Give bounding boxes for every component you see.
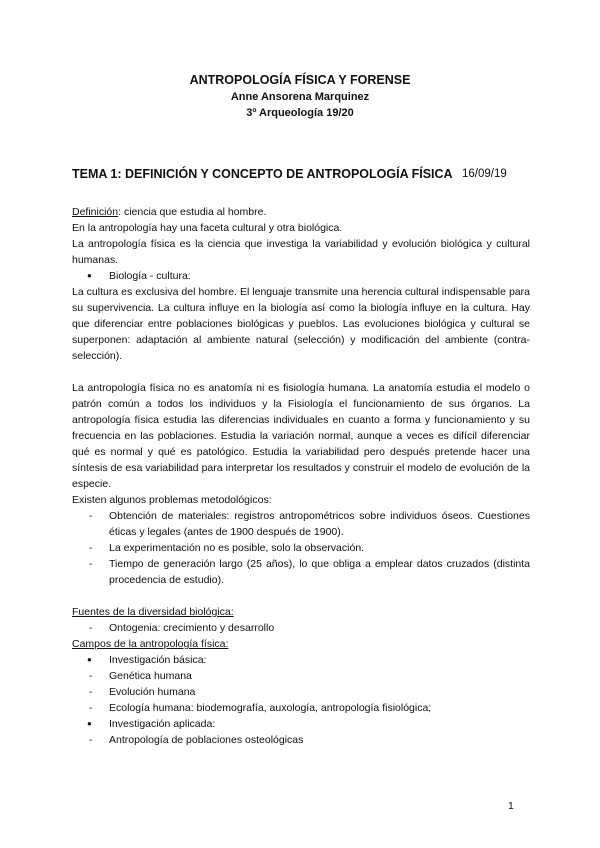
bullet-list xyxy=(72,716,530,732)
paragraph: En la antropología hay una faceta cultural y otra biológica. xyxy=(72,222,343,234)
definition-line xyxy=(72,204,530,220)
spacer xyxy=(72,364,530,380)
dash-list xyxy=(72,620,530,636)
section-date: 16/09/19 xyxy=(462,168,507,180)
section-title: TEMA 1: DEFINICIÓN Y CONCEPTO DE ANTROPOLOGÍA FÍSICA xyxy=(72,167,453,181)
dash-list xyxy=(72,508,530,588)
list-item: - Tiempo de generación largo (25 años), lo que obliga a emplear datos cruzados (distinta procedencia de estudio). xyxy=(72,556,530,588)
author-name: Anne Ansorena Marquinez xyxy=(230,91,370,103)
list-item: ● Investigación aplicada: xyxy=(72,716,530,732)
list-item: ● Investigación básica: xyxy=(72,652,530,668)
dash-list xyxy=(72,668,530,716)
list-item: - Ecología humana: biodemografía, auxología, antropología fisiológica; xyxy=(72,700,530,716)
list-item: - La experimentación no es posible, solo la observación. xyxy=(72,540,530,556)
list-item: ● Biología - cultura: xyxy=(72,268,530,284)
list-item: - Evolución humana xyxy=(72,684,530,700)
bullet-list xyxy=(72,652,530,668)
page-number: 1 xyxy=(508,800,514,812)
list-item: - Ontogenia: crecimiento y desarrollo xyxy=(72,620,530,636)
subheading: Fuentes de la diversidad biológica: xyxy=(72,606,234,618)
list-item: - Antropología de poblaciones osteológicas xyxy=(72,732,530,748)
title-block xyxy=(0,72,600,121)
spacer xyxy=(72,588,530,604)
paragraph: La antropología física es la ciencia que investiga la variabilidad y evolución biológica y cultural humanas. xyxy=(72,238,530,266)
document-body xyxy=(72,204,530,748)
subheading: Campos de la antropología física: xyxy=(72,638,229,650)
bullet-list xyxy=(72,268,530,284)
list-item: - Obtención de materiales: registros antropométricos sobre individuos óseos. Cuestiones éticas y legales (antes de 1900 después de 1900). xyxy=(72,508,530,540)
list-item: - Genética humana xyxy=(72,668,530,684)
definition-text: : ciencia que estudia al hombre. xyxy=(118,206,267,218)
definition-label: Definición xyxy=(72,206,119,218)
paragraph: La cultura es exclusiva del hombre. El lenguaje transmite una herencia cultural indispensable para su supervivencia. La cultura influye en la biología así como la biología influye en la cultura. Hay que diferenciar entre poblaciones biológicas y pueblos. Las evoluciones biológica y cultural se superponen: adaptación al ambiente natural (selección) y modificación del ambiente (contra-selección). xyxy=(72,286,530,362)
dash-list xyxy=(72,732,530,748)
paragraph: La antropología física no es anatomía ni es fisiología humana. La anatomía estudia el modelo o patrón común a todos los individuos y la Fisiología el funcionamiento de sus órganos. La antropología física estudia las diferencias individuales en cuanto a forma y funcionamiento y su frecuencia en las poblaciones. Estudia la variación normal, aunque a veces es difícil diferenciar qué es normal y qué es patológico. Estudia la variabilidad pero después pretende hacer una síntesis de esa variabilidad para interpretar los resultados y construir el modelo de evolución de la especie. xyxy=(72,382,530,490)
course-label: 3º Arqueología 19/20 xyxy=(246,107,354,119)
document-title: ANTROPOLOGÍA FÍSICA Y FORENSE xyxy=(189,73,411,87)
section-heading xyxy=(72,166,542,182)
paragraph: Existen algunos problemas metodológicos: xyxy=(72,494,272,506)
